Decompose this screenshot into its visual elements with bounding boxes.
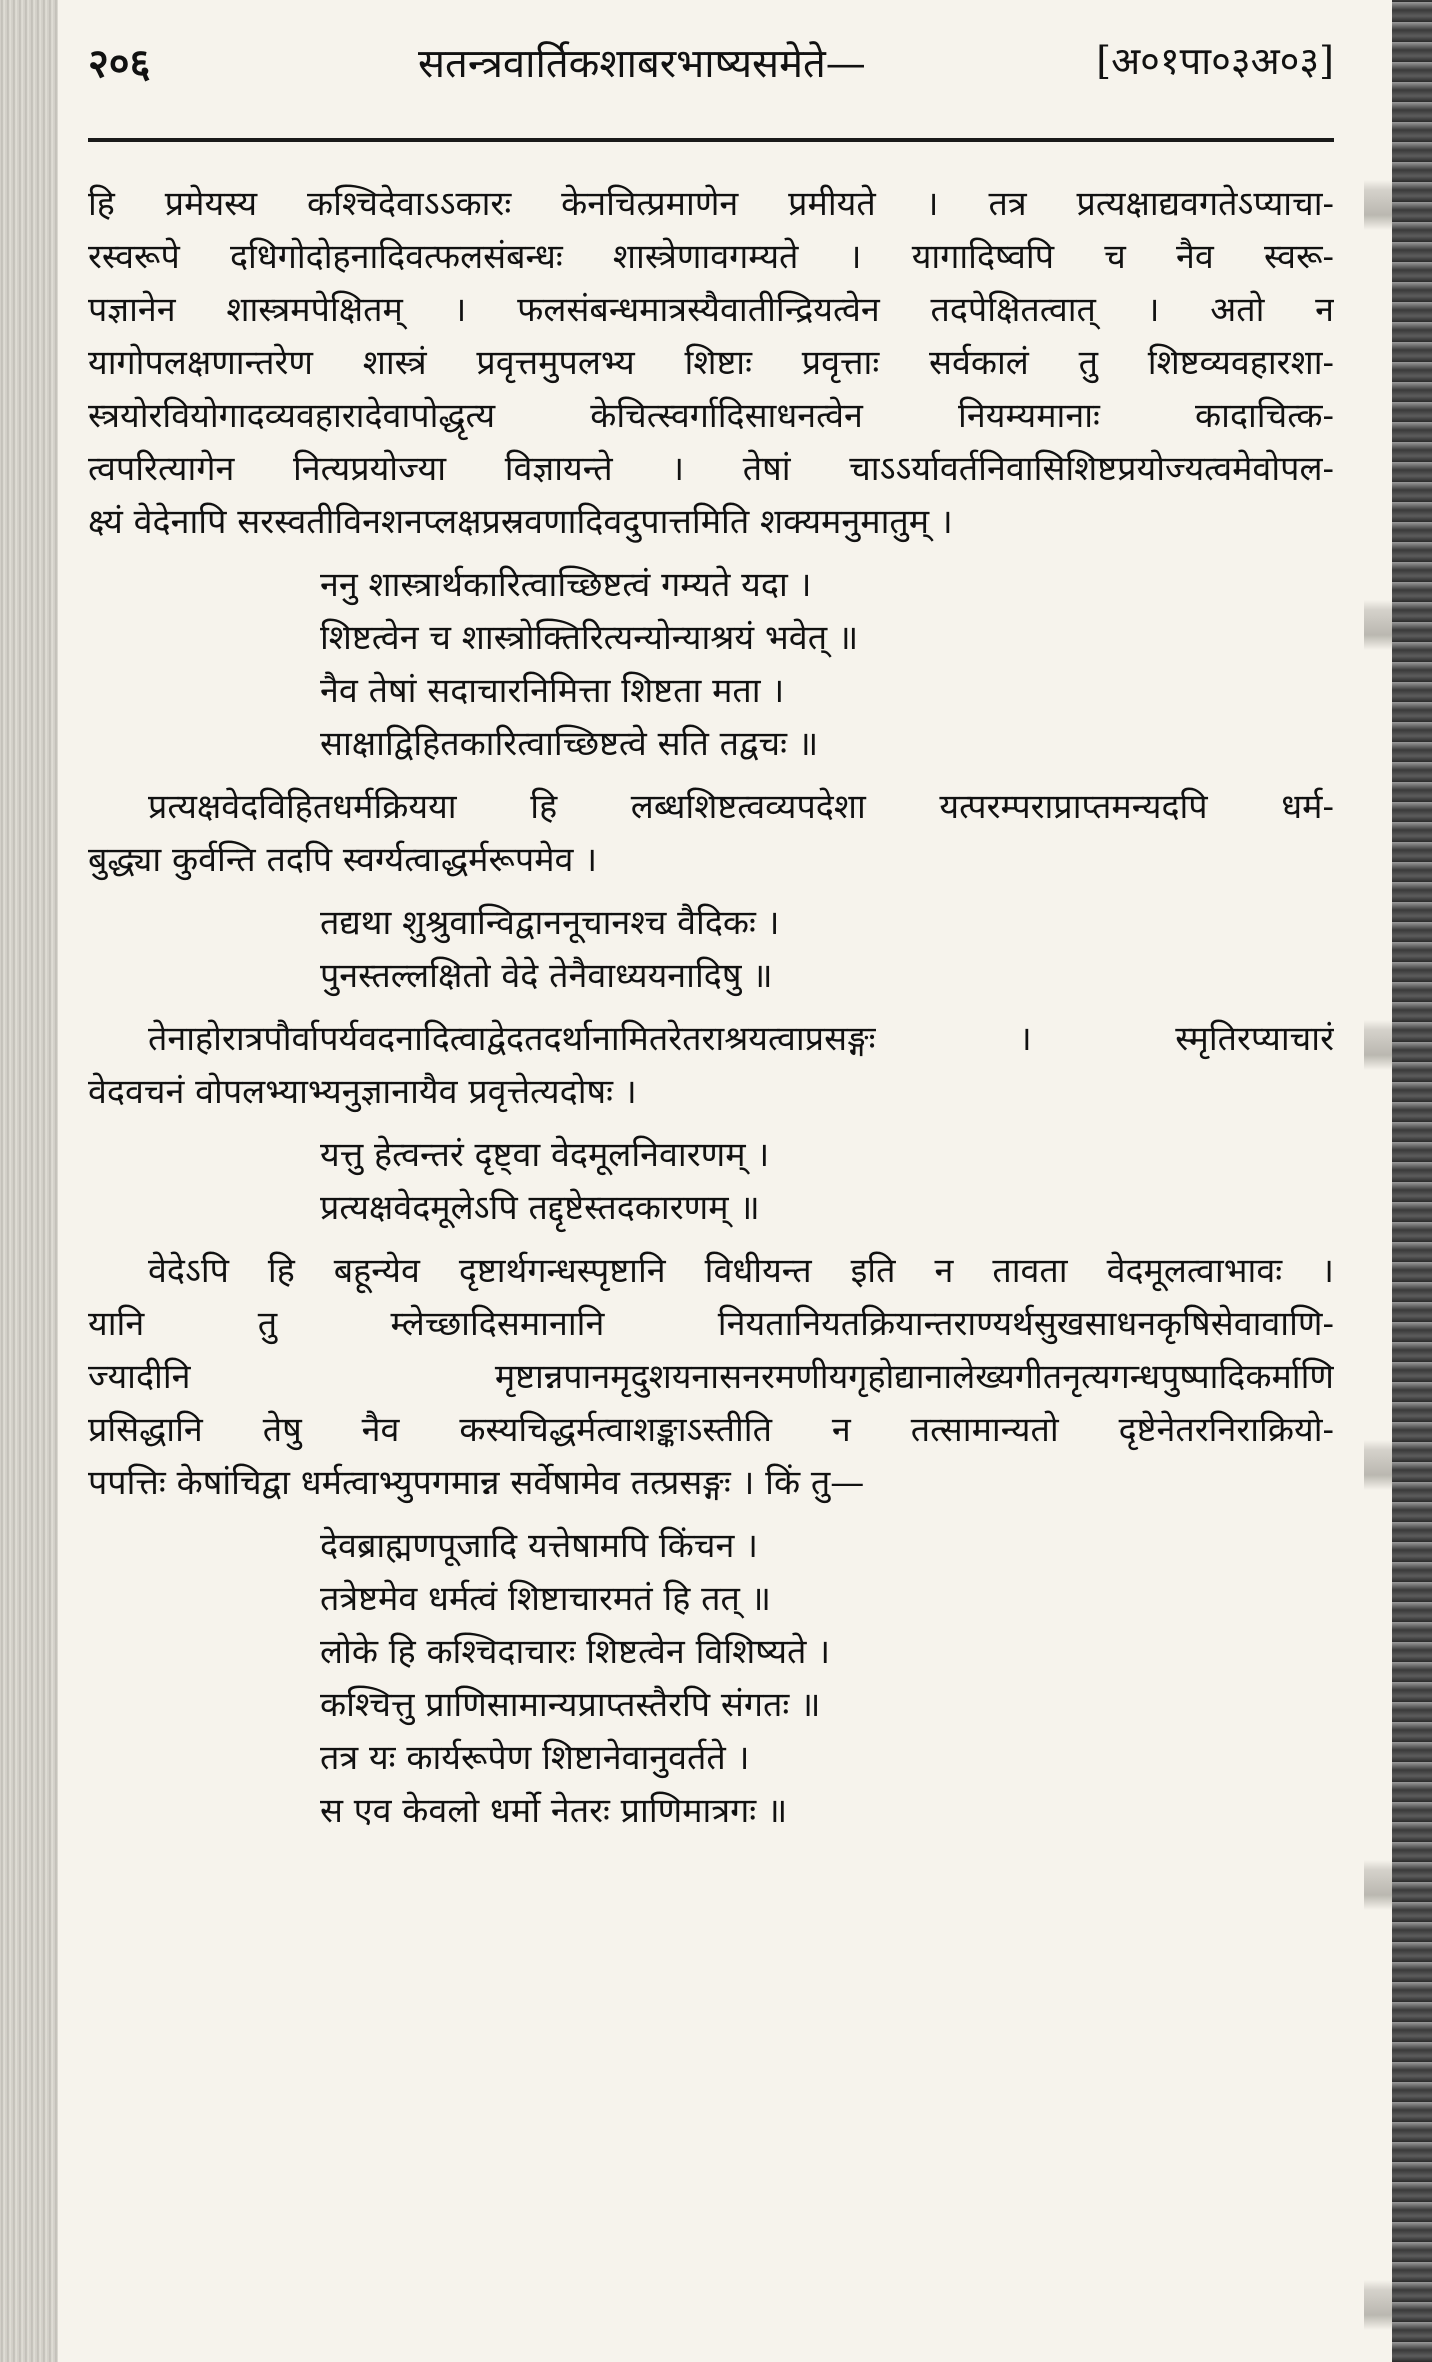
block-gap <box>88 1235 1334 1245</box>
verse-line: तद्यथा शुश्रुवान्विद्वाननूचानश्च वैदिकः । <box>320 903 780 943</box>
verse-line: देवब्राह्मणपूजादि यत्तेषामपि किंचन । <box>320 1526 759 1566</box>
prose-line: यागोपलक्षणान्तरेण शास्त्रं प्रवृत्तमुपलभ्य शिष्टाः प्रवृत्ताः सर्वकालं तु शिष्टव्यवहारशा- <box>88 343 1334 383</box>
prose-line: प्रत्यक्षवेदविहितधर्मक्रियया हि लब्धशिष्टत्वव्यपदेशा यत्परम्पराप्राप्तमन्यदपि धर्म- <box>148 787 1334 827</box>
prose-line: स्त्रयोरवियोगादव्यवहारादेवापोद्धृत्य केचित्स्वर्गादिसाधनत्वेन नियम्यमानाः कादाचित्क- <box>88 396 1334 436</box>
prose-line: वेदवचनं वोपलभ्याभ्यनुज्ञानायैव प्रवृत्तेत्यदोषः । <box>88 1072 637 1112</box>
prose-line: रस्वरूपे दधिगोदोहनादिवत्फलसंबन्धः शास्त्रेणावगम्यते । यागादिष्वपि च नैव स्वरू- <box>88 237 1334 277</box>
verse-line: तत्र यः कार्यरूपेण शिष्टानेवानुवर्तते । <box>320 1738 750 1778</box>
verse-line: कश्चित्तु प्राणिसामान्यप्राप्तस्तैरपि संगतः ॥ <box>320 1685 821 1725</box>
prose-line: पज्ञानेन शास्त्रमपेक्षितम् । फलसंबन्धमात्रस्यैवातीन्द्रियत्वेन तदपेक्षितत्वात् । अतो न <box>88 290 1334 330</box>
verse-line: नैव तेषां सदाचारनिमित्ता शिष्टता मता । <box>320 671 785 711</box>
verse-line: साक्षाद्विहितकारित्वाच्छिष्टत्वे सति तद्वचः ॥ <box>320 724 819 764</box>
verse-line: प्रत्यक्षवेदमूलेऽपि तद्दृष्टेस्तदकारणम् ॥ <box>320 1188 760 1228</box>
block-gap <box>88 1510 1334 1520</box>
block-gap <box>88 771 1334 781</box>
scan-edge-right <box>1392 0 1432 2362</box>
block-gap <box>88 549 1334 559</box>
verse-line: स एव केवलो धर्मो नेतरः प्राणिमात्रगः ॥ <box>320 1791 788 1831</box>
verse-line: ननु शास्त्रार्थकारित्वाच्छिष्टत्वं गम्यते यदा । <box>320 565 812 605</box>
prose-line: पपत्तिः केषांचिद्वा धर्मत्वाभ्युपगमान्न सर्वेषामेव तत्प्रसङ्गः । किं तु— <box>88 1463 865 1503</box>
page-header <box>88 28 1334 98</box>
prose-line: तेनाहोरात्रपौर्वापर्यवदनादित्वाद्वेदतदर्थानामितरेतराश्रयत्वाप्रसङ्गः । स्मृतिरप्याचारं <box>148 1019 1334 1059</box>
prose-line: ज्यादीनि मृष्टान्नपानमृदुशयनासनरमणीयगृहोद्यानालेख्यगीतनृत्यगन्धपुष्पादिकर्माणि <box>88 1357 1334 1397</box>
verse-line: पुनस्तल्लक्षितो वेदे तेनैवाध्ययनादिषु ॥ <box>320 956 773 996</box>
prose-line: त्वपरित्यागेन नित्यप्रयोज्या विज्ञायन्ते । तेषां चाऽऽर्यावर्तनिवासिशिष्टप्रयोज्यत्वमेवोपल- <box>88 449 1334 489</box>
prose-line: हि प्रमेयस्य कश्चिदेवाऽऽकारः केनचित्प्रमाणेन प्रमीयते । तत्र प्रत्यक्षाद्यवगतेऽप्याचा- <box>88 184 1334 224</box>
section-reference: [अ०१पा०३अ०३] <box>1096 39 1334 83</box>
block-gap <box>88 887 1334 897</box>
verse-line: शिष्टत्वेन च शास्त्रोक्तिरित्यन्योन्याश्रयं भवेत् ॥ <box>320 618 859 658</box>
block-gap <box>88 1003 1334 1013</box>
prose-line: यानि तु म्लेच्छादिसमानानि नियतानियतक्रियान्तराण्यर्थसुखसाधनकृषिसेवावाणि- <box>88 1304 1334 1344</box>
verse-line: तत्रेष्टमेव धर्मत्वं शिष्टाचारमतं हि तत् ॥ <box>320 1579 772 1619</box>
scan-edge-left <box>0 0 58 2362</box>
prose-line: क्ष्यं वेदेनापि सरस्वतीविनशनप्लक्षप्रस्रवणादिवदुपात्तमिति शक्यमनुमातुम् । <box>88 502 953 542</box>
running-title: सतन्त्रवार्तिकशाबरभाष्यसमेते— <box>418 41 866 87</box>
prose-line: वेदेऽपि हि बहून्येव दृष्टार्थगन्धस्पृष्टानि विधीयन्त इति न तावता वेदमूलत्वाभावः । <box>148 1251 1334 1291</box>
header-rule <box>88 138 1334 142</box>
verse-line: लोके हि कश्चिदाचारः शिष्टत्वेन विशिष्यते । <box>320 1632 831 1672</box>
prose-line: बुद्ध्या कुर्वन्ति तदपि स्वर्ग्यत्वाद्धर्मरूपमेव । <box>88 840 598 880</box>
scan-speckle-right <box>1364 0 1392 2362</box>
body-text <box>88 178 1334 1838</box>
prose-line: प्रसिद्धानि तेषु नैव कस्यचिद्धर्मत्वाशङ्काऽस्तीति न तत्सामान्यतो दृष्टेनेतरनिराक्रियो- <box>88 1410 1334 1450</box>
verse-line: यत्तु हेत्वन्तरं दृष्ट्वा वेदमूलनिवारणम् । <box>320 1135 770 1175</box>
page-number: २०६ <box>88 40 151 87</box>
block-gap <box>88 1119 1334 1129</box>
